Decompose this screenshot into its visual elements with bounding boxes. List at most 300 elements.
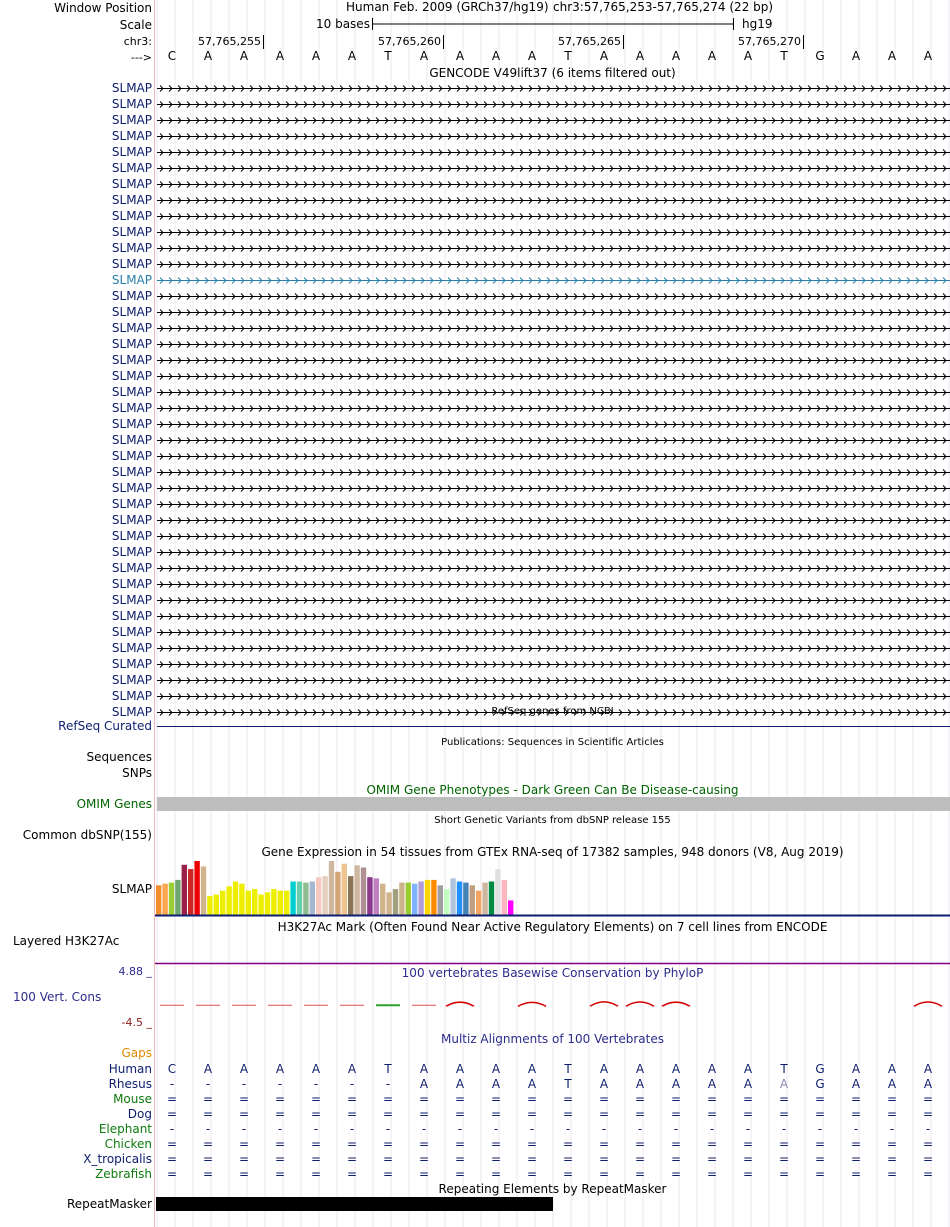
base-letter: A xyxy=(419,49,429,63)
gencode-transcript-label[interactable]: SLMAP xyxy=(111,545,152,559)
gtex-tissue-bar[interactable] xyxy=(284,891,289,915)
multiz-alignment-cell: = xyxy=(850,1092,862,1106)
multiz-alignment-cell: = xyxy=(310,1092,322,1106)
multiz-alignment-cell: = xyxy=(670,1107,682,1121)
base-letter: A xyxy=(275,49,285,63)
multiz-species-label[interactable]: Human xyxy=(108,1062,152,1076)
gencode-transcript-label[interactable]: SLMAP xyxy=(111,609,152,623)
gtex-tissue-bar[interactable] xyxy=(354,865,359,915)
multiz-gaps-label: Gaps xyxy=(121,1046,152,1060)
gtex-tissue-bar[interactable] xyxy=(239,884,244,915)
multiz-species-label[interactable]: Dog xyxy=(127,1107,152,1121)
gencode-transcript-label[interactable]: SLMAP xyxy=(111,97,152,111)
gencode-transcript-label[interactable]: SLMAP xyxy=(111,81,152,95)
multiz-alignment-cell: = xyxy=(238,1137,250,1151)
gencode-transcript-label[interactable]: SLMAP xyxy=(111,513,152,527)
multiz-alignment-cell: A xyxy=(779,1077,789,1091)
multiz-alignment-cell: A xyxy=(527,1077,537,1091)
multiz-alignment-cell: = xyxy=(454,1152,466,1166)
dbsnp-track-title[interactable]: Short Genetic Variants from dbSNP release 155 xyxy=(434,815,671,826)
multiz-alignment-cell: = xyxy=(382,1137,394,1151)
gencode-transcript-label[interactable]: SLMAP xyxy=(111,625,152,639)
phylop-max-label: 4.88 _ xyxy=(118,965,152,978)
multiz-alignment-cell: = xyxy=(202,1152,214,1166)
gencode-transcript-label[interactable]: SLMAP xyxy=(111,481,152,495)
gtex-tissue-bar[interactable] xyxy=(342,864,347,915)
multiz-alignment-cell: = xyxy=(598,1107,610,1121)
multiz-alignment-cell: A xyxy=(743,1077,753,1091)
multiz-alignment-cell: = xyxy=(202,1137,214,1151)
multiz-alignment-cell: = xyxy=(418,1167,430,1181)
multiz-alignment-cell: - xyxy=(205,1077,211,1091)
multiz-alignment-cell: - xyxy=(313,1122,319,1136)
base-letter: A xyxy=(491,49,501,63)
base-letter: A xyxy=(455,49,465,63)
gtex-tissue-bar[interactable] xyxy=(508,900,513,915)
multiz-alignment-cell: = xyxy=(670,1167,682,1181)
gtex-tissue-bar[interactable] xyxy=(399,883,404,915)
multiz-alignment-cell: T xyxy=(780,1062,788,1076)
scale-text: 10 bases xyxy=(316,17,370,31)
multiz-alignment-cell: = xyxy=(238,1092,250,1106)
scale-label: Scale xyxy=(119,18,152,32)
multiz-alignment-cell: A xyxy=(707,1062,717,1076)
gtex-tissue-bar[interactable] xyxy=(265,892,270,915)
multiz-alignment-cell: A xyxy=(491,1077,501,1091)
gtex-tissue-bar[interactable] xyxy=(463,883,468,915)
phylop-peak[interactable] xyxy=(590,1002,618,1006)
base-letter: G xyxy=(815,49,825,63)
base-letter: A xyxy=(527,49,537,63)
gencode-transcript-label[interactable]: SLMAP xyxy=(111,641,152,655)
multiz-alignment-cell: = xyxy=(886,1137,898,1151)
multiz-alignment-cell: = xyxy=(634,1107,646,1121)
multiz-alignment-cell: - xyxy=(637,1122,643,1136)
gencode-transcript-label[interactable]: SLMAP xyxy=(111,593,152,607)
multiz-alignment-cell: - xyxy=(277,1122,283,1136)
multiz-alignment-cell: = xyxy=(922,1137,934,1151)
multiz-alignment-cell: - xyxy=(169,1077,175,1091)
multiz-alignment-cell: = xyxy=(166,1167,178,1181)
multiz-alignment-cell: A xyxy=(707,1077,717,1091)
multiz-alignment-cell: A xyxy=(671,1062,681,1076)
repeatmasker-track-title[interactable]: Repeating Elements by RepeatMasker xyxy=(438,1182,667,1196)
gtex-tissue-bar[interactable] xyxy=(201,866,206,915)
multiz-alignment-cell: A xyxy=(887,1077,897,1091)
strand-label: ---> xyxy=(130,51,152,64)
gtex-tissue-bar[interactable] xyxy=(322,876,327,915)
gencode-transcript-label[interactable]: SLMAP xyxy=(111,433,152,447)
multiz-alignment-cell: - xyxy=(385,1077,391,1091)
multiz-alignment-cell: = xyxy=(562,1107,574,1121)
multiz-alignment-cell: C xyxy=(167,1062,177,1076)
multiz-alignment-cell: G xyxy=(815,1062,825,1076)
multiz-alignment-cell: = xyxy=(562,1092,574,1106)
multiz-alignment-cell: A xyxy=(239,1062,249,1076)
base-letter: A xyxy=(923,49,933,63)
multiz-alignment-cell: = xyxy=(238,1152,250,1166)
multiz-alignment-cell: = xyxy=(526,1152,538,1166)
multiz-alignment-cell: = xyxy=(526,1167,538,1181)
gtex-tissue-bar[interactable] xyxy=(335,872,340,915)
multiz-alignment-cell: - xyxy=(889,1122,895,1136)
multiz-alignment-cell: = xyxy=(490,1092,502,1106)
multiz-alignment-cell: = xyxy=(706,1137,718,1151)
multiz-alignment-cell: = xyxy=(490,1107,502,1121)
gtex-tissue-bar[interactable] xyxy=(444,889,449,915)
phylop-peak[interactable] xyxy=(446,1002,474,1006)
base-letter: A xyxy=(239,49,249,63)
gtex-track-title[interactable]: Gene Expression in 54 tissues from GTEx RNA-seq of 17382 samples, 948 donors (V8, Aug 2019) xyxy=(261,845,844,859)
multiz-alignment-cell: = xyxy=(382,1092,394,1106)
multiz-alignment-cell: = xyxy=(310,1137,322,1151)
gencode-transcript-label[interactable]: SLMAP xyxy=(111,449,152,463)
gencode-transcript-label[interactable]: SLMAP xyxy=(111,401,152,415)
multiz-track-title[interactable]: Multiz Alignments of 100 Vertebrates xyxy=(440,1032,665,1046)
multiz-alignment-cell: = xyxy=(202,1167,214,1181)
multiz-alignment-cell: = xyxy=(634,1167,646,1181)
phylop-peak[interactable] xyxy=(662,1002,690,1006)
multiz-alignment-cell: = xyxy=(634,1137,646,1151)
gtex-tissue-bar[interactable] xyxy=(393,889,398,915)
publications-label-sequences[interactable]: Sequences xyxy=(86,750,152,764)
gencode-transcript-label[interactable]: SLMAP xyxy=(111,337,152,351)
phylop-peak[interactable] xyxy=(626,1002,654,1006)
gtex-tissue-bar[interactable] xyxy=(258,894,263,915)
multiz-alignment-cell: = xyxy=(850,1167,862,1181)
coord-label: 57,765,255 xyxy=(198,35,261,48)
multiz-alignment-cell: A xyxy=(671,1077,681,1091)
gtex-tissue-bar[interactable] xyxy=(214,894,219,915)
gtex-tissue-bar[interactable] xyxy=(188,869,193,915)
multiz-alignment-cell: = xyxy=(598,1167,610,1181)
multiz-alignment-cell: = xyxy=(850,1107,862,1121)
base-letter: A xyxy=(887,49,897,63)
gtex-tissue-bar[interactable] xyxy=(431,880,436,915)
gencode-transcript-label[interactable]: SLMAP xyxy=(111,657,152,671)
multiz-alignment-cell: = xyxy=(346,1137,358,1151)
gtex-tissue-bar[interactable] xyxy=(226,886,231,915)
multiz-alignment-cell: A xyxy=(419,1062,429,1076)
multiz-alignment-cell: = xyxy=(166,1092,178,1106)
gencode-transcript-label[interactable]: SLMAP xyxy=(111,225,152,239)
multiz-alignment-cell: = xyxy=(706,1152,718,1166)
multiz-alignment-cell: = xyxy=(670,1137,682,1151)
gencode-transcript-label[interactable]: SLMAP xyxy=(111,577,152,591)
multiz-alignment-cell: = xyxy=(526,1137,538,1151)
base-letter: A xyxy=(707,49,717,63)
gtex-tissue-bar[interactable] xyxy=(495,869,500,915)
gencode-transcript-label[interactable]: SLMAP xyxy=(111,385,152,399)
multiz-alignment-cell: = xyxy=(526,1107,538,1121)
multiz-alignment-cell: A xyxy=(923,1062,933,1076)
multiz-alignment-cell: T xyxy=(564,1062,572,1076)
gtex-tissue-bar[interactable] xyxy=(207,896,212,915)
multiz-alignment-cell: - xyxy=(601,1122,607,1136)
gtex-tissue-bar[interactable] xyxy=(169,883,174,915)
base-letter: A xyxy=(311,49,321,63)
repeatmasker-element[interactable] xyxy=(156,1197,553,1211)
multiz-alignment-cell: = xyxy=(886,1092,898,1106)
gencode-track-title[interactable]: GENCODE V49lift37 (6 items filtered out) xyxy=(429,66,676,80)
multiz-alignment-cell: T xyxy=(564,1077,572,1091)
gtex-label[interactable]: SLMAP xyxy=(111,882,152,896)
gtex-tissue-bar[interactable] xyxy=(418,882,423,915)
multiz-alignment-cell: = xyxy=(310,1167,322,1181)
multiz-alignment-cell: = xyxy=(382,1167,394,1181)
base-letter: A xyxy=(851,49,861,63)
base-letter: A xyxy=(599,49,609,63)
multiz-alignment-cell: = xyxy=(598,1137,610,1151)
multiz-alignment-cell: = xyxy=(310,1152,322,1166)
multiz-alignment-cell: = xyxy=(418,1137,430,1151)
multiz-alignment-cell: = xyxy=(814,1167,826,1181)
gtex-tissue-bar[interactable] xyxy=(246,891,251,915)
multiz-alignment-cell: A xyxy=(347,1062,357,1076)
gtex-tissue-bar[interactable] xyxy=(374,878,379,915)
multiz-alignment-cell: A xyxy=(455,1077,465,1091)
gtex-tissue-bar[interactable] xyxy=(329,861,334,915)
multiz-alignment-cell: = xyxy=(742,1107,754,1121)
multiz-alignment-cell: - xyxy=(205,1122,211,1136)
multiz-alignment-cell: = xyxy=(490,1137,502,1151)
phylop-label[interactable]: 100 Vert. Cons xyxy=(13,990,102,1004)
gtex-tissue-bar[interactable] xyxy=(316,877,321,915)
gtex-tissue-bar[interactable] xyxy=(438,885,443,915)
publications-track-title[interactable]: Publications: Sequences in Scientific Articles xyxy=(441,737,664,748)
multiz-alignment-cell: = xyxy=(346,1152,358,1166)
multiz-alignment-cell: = xyxy=(850,1137,862,1151)
multiz-alignment-cell: = xyxy=(454,1137,466,1151)
multiz-alignment-cell: - xyxy=(349,1122,355,1136)
multiz-alignment-cell: = xyxy=(274,1107,286,1121)
multiz-alignment-cell: A xyxy=(635,1077,645,1091)
dbsnp-label[interactable]: Common dbSNP(155) xyxy=(22,828,152,842)
multiz-alignment-cell: = xyxy=(814,1107,826,1121)
publications-label-snps[interactable]: SNPs xyxy=(122,766,152,780)
gtex-tissue-bar[interactable] xyxy=(406,883,411,915)
multiz-species-label[interactable]: Elephant xyxy=(98,1122,152,1136)
gtex-tissue-bar[interactable] xyxy=(470,885,475,915)
gtex-tissue-bar[interactable] xyxy=(489,882,494,915)
gencode-transcript-label[interactable]: SLMAP xyxy=(111,289,152,303)
multiz-alignment-cell: - xyxy=(457,1122,463,1136)
multiz-species-label[interactable]: Rhesus xyxy=(108,1077,152,1091)
multiz-alignment-cell: = xyxy=(742,1092,754,1106)
base-letter: A xyxy=(743,49,753,63)
gencode-transcript-label[interactable]: SLMAP xyxy=(111,129,152,143)
gtex-tissue-bar[interactable] xyxy=(380,884,385,915)
gencode-transcript-label[interactable]: SLMAP xyxy=(111,273,152,287)
gtex-tissue-bar[interactable] xyxy=(482,883,487,915)
gencode-transcript-label[interactable]: SLMAP xyxy=(111,209,152,223)
gencode-transcript-label[interactable]: SLMAP xyxy=(111,705,152,719)
multiz-alignment-cell: = xyxy=(850,1152,862,1166)
gencode-transcript-label[interactable]: SLMAP xyxy=(111,529,152,543)
multiz-alignment-cell: = xyxy=(922,1107,934,1121)
omim-label[interactable]: OMIM Genes xyxy=(76,797,152,811)
multiz-alignment-cell: A xyxy=(275,1062,285,1076)
multiz-alignment-cell: A xyxy=(851,1077,861,1091)
h3k27ac-label[interactable]: Layered H3K27Ac xyxy=(13,934,120,948)
phylop-peak[interactable] xyxy=(518,1002,546,1006)
multiz-alignment-cell: = xyxy=(886,1167,898,1181)
h3k27ac-track-title[interactable]: H3K27Ac Mark (Often Found Near Active Regulatory Elements) on 7 cell lines from ENCODE xyxy=(277,920,828,934)
multiz-alignment-cell: = xyxy=(778,1152,790,1166)
gtex-tissue-bar[interactable] xyxy=(278,891,283,915)
multiz-alignment-cell: - xyxy=(673,1122,679,1136)
gencode-transcript-label[interactable]: SLMAP xyxy=(111,145,152,159)
multiz-alignment-cell: - xyxy=(745,1122,751,1136)
refseq-track-title[interactable]: RefSeq genes from NCBI xyxy=(491,706,614,717)
gencode-transcript-label[interactable]: SLMAP xyxy=(111,177,152,191)
multiz-alignment-cell: = xyxy=(274,1092,286,1106)
gencode-transcript-label[interactable]: SLMAP xyxy=(111,305,152,319)
multiz-alignment-cell: = xyxy=(634,1092,646,1106)
gtex-tissue-bar[interactable] xyxy=(182,865,187,915)
multiz-alignment-cell: - xyxy=(349,1077,355,1091)
multiz-alignment-cell: - xyxy=(529,1122,535,1136)
gencode-transcript-label[interactable]: SLMAP xyxy=(111,689,152,703)
multiz-alignment-cell: = xyxy=(346,1107,358,1121)
gtex-tissue-bar[interactable] xyxy=(450,878,455,915)
multiz-alignment-cell: - xyxy=(925,1122,931,1136)
multiz-alignment-cell: = xyxy=(598,1152,610,1166)
multiz-alignment-cell: = xyxy=(706,1092,718,1106)
base-letter: A xyxy=(635,49,645,63)
gtex-tissue-bar[interactable] xyxy=(386,892,391,915)
multiz-alignment-cell: = xyxy=(310,1107,322,1121)
multiz-alignment-cell: - xyxy=(241,1122,247,1136)
multiz-alignment-cell: = xyxy=(778,1107,790,1121)
phylop-track-title[interactable]: 100 vertebrates Basewise Conservation by PhyloP xyxy=(401,966,704,980)
gtex-tissue-bar[interactable] xyxy=(162,884,167,915)
gencode-transcript-label[interactable]: SLMAP xyxy=(111,321,152,335)
multiz-alignment-cell: A xyxy=(599,1077,609,1091)
multiz-alignment-cell: = xyxy=(886,1152,898,1166)
gencode-transcript-label[interactable]: SLMAP xyxy=(111,465,152,479)
multiz-alignment-cell: A xyxy=(887,1062,897,1076)
omim-track-title[interactable]: OMIM Gene Phenotypes - Dark Green Can Be Disease-causing xyxy=(366,783,739,797)
multiz-alignment-cell: A xyxy=(599,1062,609,1076)
multiz-alignment-cell: G xyxy=(815,1077,825,1091)
gtex-tissue-bar[interactable] xyxy=(502,880,507,915)
base-letter: A xyxy=(347,49,357,63)
gencode-transcript-label[interactable]: SLMAP xyxy=(111,353,152,367)
multiz-alignment-cell: = xyxy=(202,1092,214,1106)
multiz-alignment-cell: - xyxy=(313,1077,319,1091)
multiz-alignment-cell: = xyxy=(238,1107,250,1121)
multiz-alignment-cell: = xyxy=(454,1092,466,1106)
gencode-transcript-label[interactable]: SLMAP xyxy=(111,561,152,575)
gtex-tissue-bar[interactable] xyxy=(252,889,257,915)
gtex-tissue-bar[interactable] xyxy=(303,883,308,915)
multiz-alignment-cell: = xyxy=(670,1152,682,1166)
gencode-transcript-label[interactable]: SLMAP xyxy=(111,673,152,687)
multiz-alignment-cell: A xyxy=(203,1062,213,1076)
multiz-alignment-cell: = xyxy=(418,1092,430,1106)
base-letter: T xyxy=(384,49,392,63)
gencode-transcript-label[interactable]: SLMAP xyxy=(111,193,152,207)
multiz-alignment-cell: = xyxy=(598,1092,610,1106)
gtex-tissue-bar[interactable] xyxy=(194,861,199,915)
gtex-tissue-bar[interactable] xyxy=(175,880,180,915)
base-letter: T xyxy=(564,49,572,63)
gencode-transcript-label[interactable]: SLMAP xyxy=(111,369,152,383)
multiz-alignment-cell: - xyxy=(817,1122,823,1136)
omim-bar[interactable] xyxy=(157,797,950,811)
gencode-transcript-label[interactable]: SLMAP xyxy=(111,113,152,127)
multiz-species-label[interactable]: Chicken xyxy=(104,1137,152,1151)
repeatmasker-label[interactable]: RepeatMasker xyxy=(66,1197,152,1211)
gtex-tissue-bar[interactable] xyxy=(348,876,353,915)
gencode-transcript-label[interactable]: SLMAP xyxy=(111,417,152,431)
gencode-transcript-label[interactable]: SLMAP xyxy=(111,241,152,255)
gtex-tissue-bar[interactable] xyxy=(233,882,238,915)
gtex-tissue-bar[interactable] xyxy=(412,884,417,915)
multiz-alignment-cell: = xyxy=(886,1107,898,1121)
multiz-alignment-cell: A xyxy=(923,1077,933,1091)
gtex-tissue-bar[interactable] xyxy=(361,867,366,915)
coord-label: 57,765,270 xyxy=(738,35,801,48)
multiz-alignment-cell: T xyxy=(384,1062,392,1076)
phylop-peak[interactable] xyxy=(914,1002,942,1006)
gencode-transcript-label[interactable]: SLMAP xyxy=(111,161,152,175)
multiz-alignment-cell: = xyxy=(778,1137,790,1151)
multiz-species-label[interactable]: X_tropicalis xyxy=(83,1152,152,1166)
multiz-alignment-cell: = xyxy=(562,1167,574,1181)
gtex-tissue-bar[interactable] xyxy=(290,882,295,915)
multiz-alignment-cell: = xyxy=(346,1167,358,1181)
multiz-alignment-cell: = xyxy=(706,1107,718,1121)
gencode-transcript-label[interactable]: SLMAP xyxy=(111,257,152,271)
multiz-alignment-cell: = xyxy=(922,1152,934,1166)
gtex-tissue-bar[interactable] xyxy=(156,885,161,915)
base-letter: C xyxy=(167,49,177,63)
multiz-alignment-cell: = xyxy=(238,1167,250,1181)
multiz-alignment-cell: A xyxy=(419,1077,429,1091)
multiz-alignment-cell: - xyxy=(385,1122,391,1136)
multiz-alignment-cell: = xyxy=(274,1137,286,1151)
multiz-alignment-cell: = xyxy=(382,1152,394,1166)
multiz-species-label[interactable]: Mouse xyxy=(113,1092,152,1106)
window-position-label: Window Position xyxy=(54,1,152,15)
coord-label: 57,765,260 xyxy=(378,35,441,48)
multiz-species-label[interactable]: Zebrafish xyxy=(95,1167,152,1181)
gtex-tissue-bar[interactable] xyxy=(476,891,481,915)
gencode-transcript-label[interactable]: SLMAP xyxy=(111,497,152,511)
gtex-tissue-bar[interactable] xyxy=(220,891,225,915)
multiz-alignment-cell: = xyxy=(742,1167,754,1181)
multiz-alignment-cell: = xyxy=(418,1107,430,1121)
multiz-alignment-cell: - xyxy=(565,1122,571,1136)
gtex-tissue-bar[interactable] xyxy=(457,882,462,915)
multiz-alignment-cell: = xyxy=(454,1167,466,1181)
gtex-tissue-bar[interactable] xyxy=(310,882,315,915)
multiz-alignment-cell: = xyxy=(166,1152,178,1166)
gtex-tissue-bar[interactable] xyxy=(271,889,276,915)
gtex-tissue-bar[interactable] xyxy=(297,882,302,915)
multiz-alignment-cell: = xyxy=(922,1092,934,1106)
multiz-alignment-cell: = xyxy=(670,1092,682,1106)
assembly-title: Human Feb. 2009 (GRCh37/hg19) xyxy=(346,0,549,14)
refseq-label[interactable]: RefSeq Curated xyxy=(58,719,152,733)
multiz-alignment-cell: = xyxy=(922,1167,934,1181)
gtex-tissue-bar[interactable] xyxy=(425,880,430,915)
multiz-alignment-cell: - xyxy=(241,1077,247,1091)
gtex-tissue-bar[interactable] xyxy=(367,877,372,915)
multiz-alignment-cell: = xyxy=(634,1152,646,1166)
